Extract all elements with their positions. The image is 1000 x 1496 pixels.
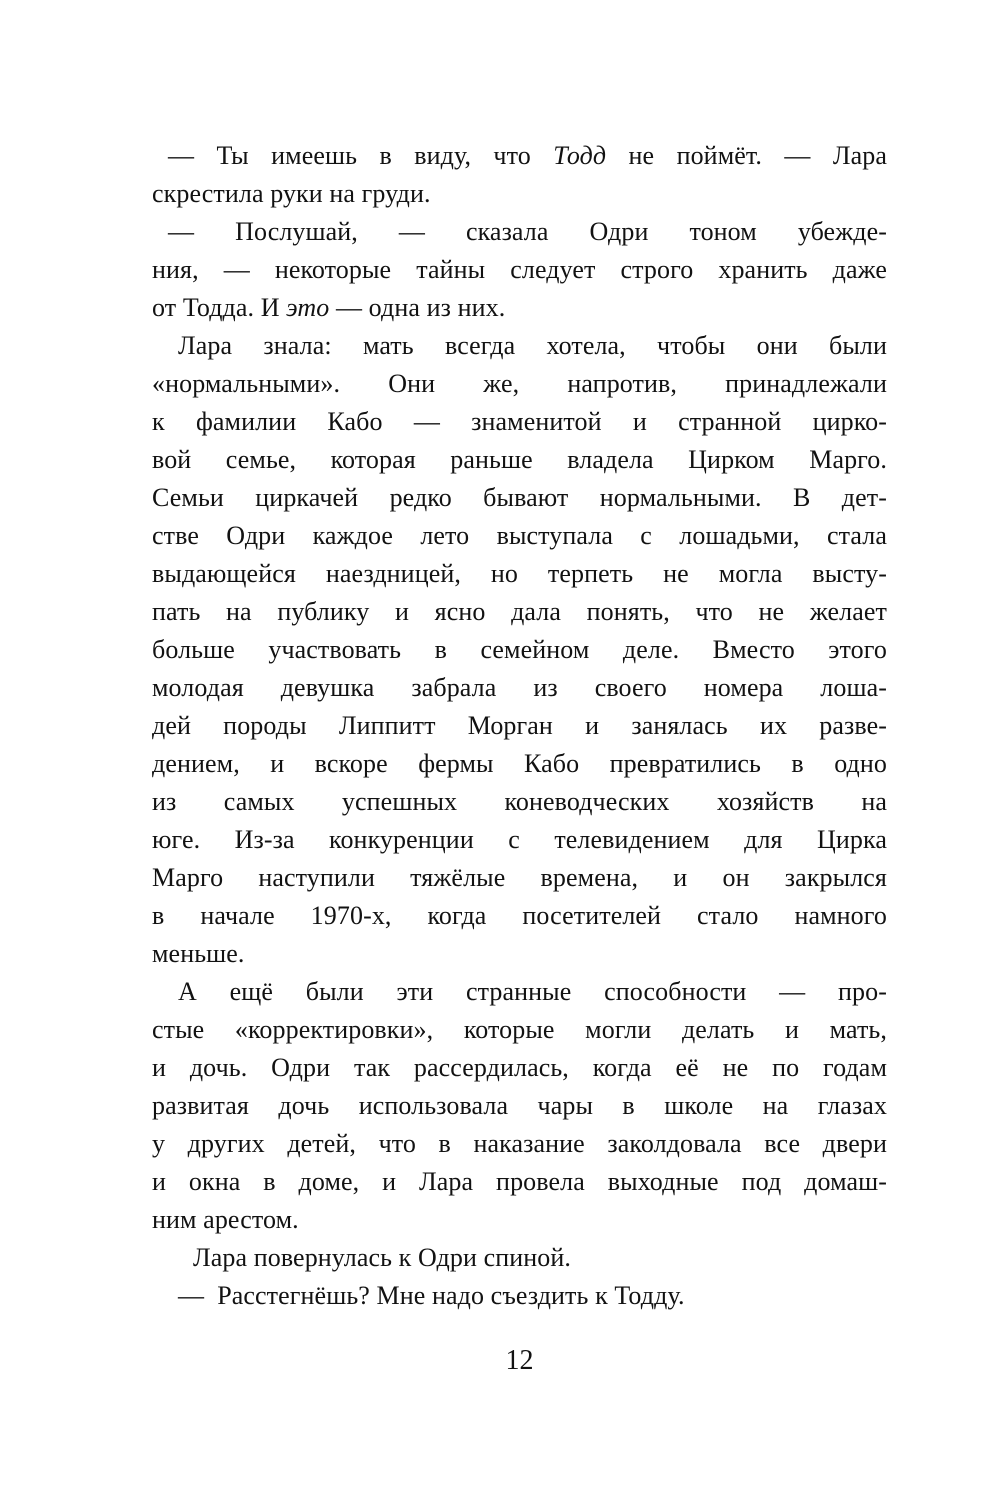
text-line xyxy=(152,289,887,327)
text-line xyxy=(152,745,887,783)
text-line xyxy=(152,783,887,821)
text-segment: ним арестом. xyxy=(152,1205,299,1234)
text-line xyxy=(152,973,887,1011)
text-line xyxy=(152,479,887,517)
text-segment: скрестила руки на груди. xyxy=(152,179,431,208)
text-segment: не поймёт. — Лара xyxy=(606,141,887,170)
text-line xyxy=(152,1125,887,1163)
text-segment: и окна в доме, и Лара провела выходные под домаш- xyxy=(152,1167,887,1196)
text-segment: меньше. xyxy=(152,939,245,968)
text-segment: в начале 1970-х, когда посетителей стало намного xyxy=(152,901,887,930)
text-segment: Марго наступили тяжёлые времена, и он закрылся xyxy=(152,863,887,892)
text-segment: юге. Из-за конкуренции с телевидением для Цирка xyxy=(152,825,887,854)
text-line xyxy=(152,935,887,973)
paragraph xyxy=(152,973,887,1239)
italic-text-segment: Тодд xyxy=(553,141,607,170)
text-segment: пать на публику и ясно дала понять, что не желает xyxy=(152,597,887,626)
paragraph xyxy=(152,137,887,213)
text-segment: — Ты имеешь в виду, что xyxy=(168,141,554,170)
text-segment: и дочь. Одри так рассердилась, когда её не по годам xyxy=(152,1053,887,1082)
text-line xyxy=(152,1201,887,1239)
text-segment: больше участвовать в семейном деле. Вместо этого xyxy=(152,635,887,664)
text-segment: Семьи циркачей редко бывают нормальными. В дет- xyxy=(152,483,887,512)
text-line xyxy=(152,137,887,175)
text-line xyxy=(152,821,887,859)
text-line xyxy=(152,593,887,631)
text-line xyxy=(152,175,887,213)
text-segment: стве Одри каждое лето выступала с лошадьми, стала xyxy=(152,521,887,550)
text-segment: вой семье, которая раньше владела Цирком Марго. xyxy=(152,445,887,474)
text-segment: ния, — некоторые тайны следует строго хранить даже xyxy=(152,255,887,284)
paragraph xyxy=(152,327,887,973)
paragraph xyxy=(152,1277,887,1315)
text-line xyxy=(152,1087,887,1125)
text-line xyxy=(152,707,887,745)
text-line xyxy=(152,669,887,707)
text-line xyxy=(152,365,887,403)
text-line xyxy=(152,631,887,669)
text-segment: стые «корректировки», которые могли делать и мать, xyxy=(152,1015,887,1044)
text-line xyxy=(152,555,887,593)
text-segment: развитая дочь использовала чары в школе на глазах xyxy=(152,1091,887,1120)
text-segment: «нормальными». Они же, напротив, принадлежали xyxy=(152,369,887,398)
text-segment: выдающейся наездницей, но терпеть не могла высту- xyxy=(152,559,887,588)
text-segment: Лара повернулась к Одри спиной. xyxy=(193,1243,571,1272)
text-line xyxy=(152,517,887,555)
text-line xyxy=(152,403,887,441)
text-segment: — одна из них. xyxy=(329,293,506,322)
text-segment: — Послушай, — сказала Одри тоном убежде- xyxy=(168,217,887,246)
text-line xyxy=(152,1163,887,1201)
text-segment: дением, и вскоре фермы Кабо превратились в одно xyxy=(152,749,887,778)
paragraph xyxy=(152,1239,887,1277)
text-line xyxy=(152,1239,887,1277)
text-segment: Лара знала: мать всегда хотела, чтобы они были xyxy=(178,331,887,360)
text-segment: А ещё были эти странные способности — про- xyxy=(178,977,887,1006)
text-block xyxy=(152,137,887,1315)
text-line xyxy=(152,1277,887,1315)
text-segment: — Расстегнёшь? Мне надо съездить к Тодду. xyxy=(178,1281,685,1310)
paragraph xyxy=(152,213,887,327)
text-line xyxy=(152,441,887,479)
italic-text-segment: это xyxy=(286,293,330,322)
text-segment: дей породы Липпитт Морган и занялась их разве- xyxy=(152,711,887,740)
text-segment: из самых успешных коневодческих хозяйств на xyxy=(152,787,887,816)
page-number: 12 xyxy=(505,1345,534,1376)
text-line xyxy=(152,327,887,365)
text-line xyxy=(152,251,887,289)
text-line xyxy=(152,859,887,897)
text-line xyxy=(152,213,887,251)
text-segment: к фамилии Кабо — знаменитой и странной цирко- xyxy=(152,407,887,436)
text-line xyxy=(152,1011,887,1049)
text-line xyxy=(152,897,887,935)
text-segment: от Тодда. И xyxy=(152,293,287,322)
text-segment: молодая девушка забрала из своего номера лоша- xyxy=(152,673,887,702)
text-line xyxy=(152,1049,887,1087)
text-segment: у других детей, что в наказание заколдовала все двери xyxy=(152,1129,887,1158)
